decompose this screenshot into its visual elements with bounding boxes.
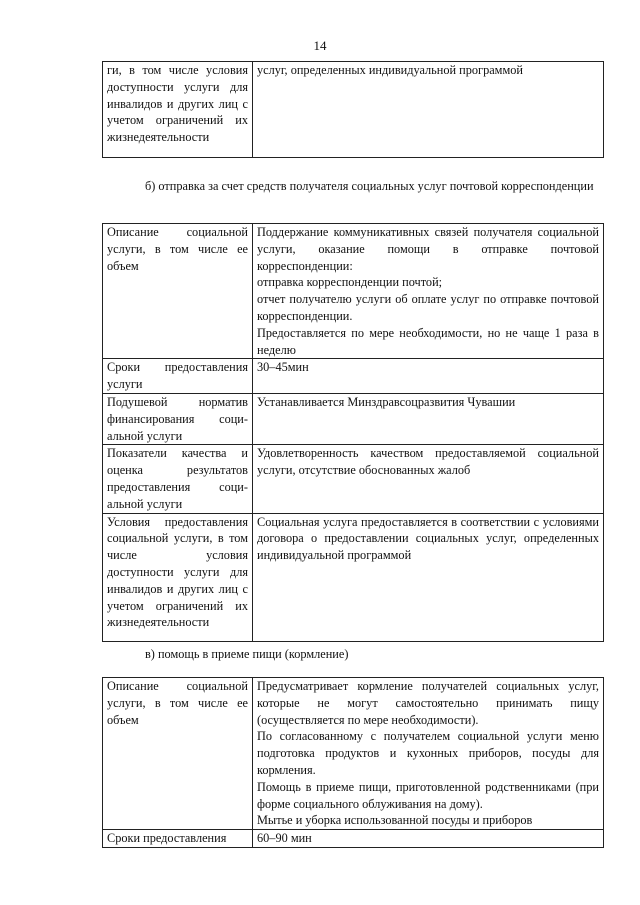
row-label-text: Сроки предоставления [107,831,227,846]
row-label [103,513,253,641]
section-heading-v: в) помощь в приеме пищи (кормление) [145,647,349,661]
table-row [103,445,604,513]
row-value-text: Предоставляется по мере необходимости, но не чаще 1 раза в неделю [257,325,599,357]
row-value-text: Удовлетворенность качеством предоставляемой социальной услуги, отсутствие обоснованных жалоб [257,446,599,478]
row-value [253,359,604,394]
table-row [103,513,604,641]
table-section-b [102,223,604,642]
row-value [253,513,604,641]
table-row [103,393,604,444]
row-label-text: Подушевой норматив финансирования социальной услуги [107,394,248,443]
row-label [103,830,253,848]
row-label-text: Сроки предоставления услуги [107,360,248,392]
row-value-text: 30–45мин [257,360,309,375]
row-value-text: отчет получателю услуги об оплате услуг по отправке почтовой корреспонденции. [257,292,599,323]
table-row [103,830,604,848]
row-value-text: Поддержание коммуникативных связей получателя социальной услуги, оказание помощи в отправке почтовой корреспонденции: [257,225,599,273]
row-label [103,393,253,444]
row-value [253,830,604,848]
row-label [103,678,253,830]
table-row [103,224,604,359]
page-number: 14 [313,38,327,53]
table-continuation [102,61,604,158]
row-value-text: Социальная услуга предоставляется в соответствии с условиями договора о предоставлении социальных услуг, определенных индивидуальной программой [257,514,599,563]
row-label-text: Показатели качества и оценка результатов предоставления социальной услуги [107,446,248,511]
row-value-text: услуг, определенных индивидуальной программой [257,63,523,77]
table-section-v [102,677,604,848]
row-label [103,62,253,158]
row-value-text: Устанавливается Минздравсоцразвития Чувашии [257,394,516,409]
row-value [253,678,604,830]
row-value [253,393,604,444]
section-heading-b: б) отправка за счет средств получателя социальных услуг почтовой корреспонденции [145,179,594,193]
row-label [103,445,253,513]
table-row [103,359,604,394]
row-label-text: ги, в том числе условия доступности услуги для инвалидов и других лиц с учетом ограничений их жизнедеятельности [107,63,248,145]
row-value-text: По согласованному с получателем социальной услуги меню подготовка продуктов и кухонных приборов, посуды для кормления. [257,729,599,777]
row-label-text: Описание социальной услуги, в том числе ее объем [107,225,248,273]
row-value-text: 60–90 мин [257,831,312,846]
row-label [103,224,253,359]
table-row [103,678,604,830]
row-value-text: отправка корреспонденции почтой; [257,275,443,290]
row-value [253,224,604,359]
table-row [103,62,604,158]
row-label-text: Описание социальной услуги, в том числе ее объем [107,679,248,727]
row-value-text: Мытье и уборка использованной посуды и приборов [257,813,533,828]
row-value-text: Помощь в приеме пищи, приготовленной родственниками (при форме социального облуживания на дому). [257,779,599,811]
row-value-text: Предусматривает кормление получателей социальных услуг, которые не могут самостоятельно принимать пищу (осуществляется по мере необходимости). [257,679,599,727]
row-value [253,445,604,513]
row-label-text: Условия предоставления социальной услуги, в том числе условия доступности услуги для инвалидов и других лиц с учетом ограничений их жизнедеятельности [107,514,248,630]
row-label [103,359,253,394]
row-value [253,62,604,158]
